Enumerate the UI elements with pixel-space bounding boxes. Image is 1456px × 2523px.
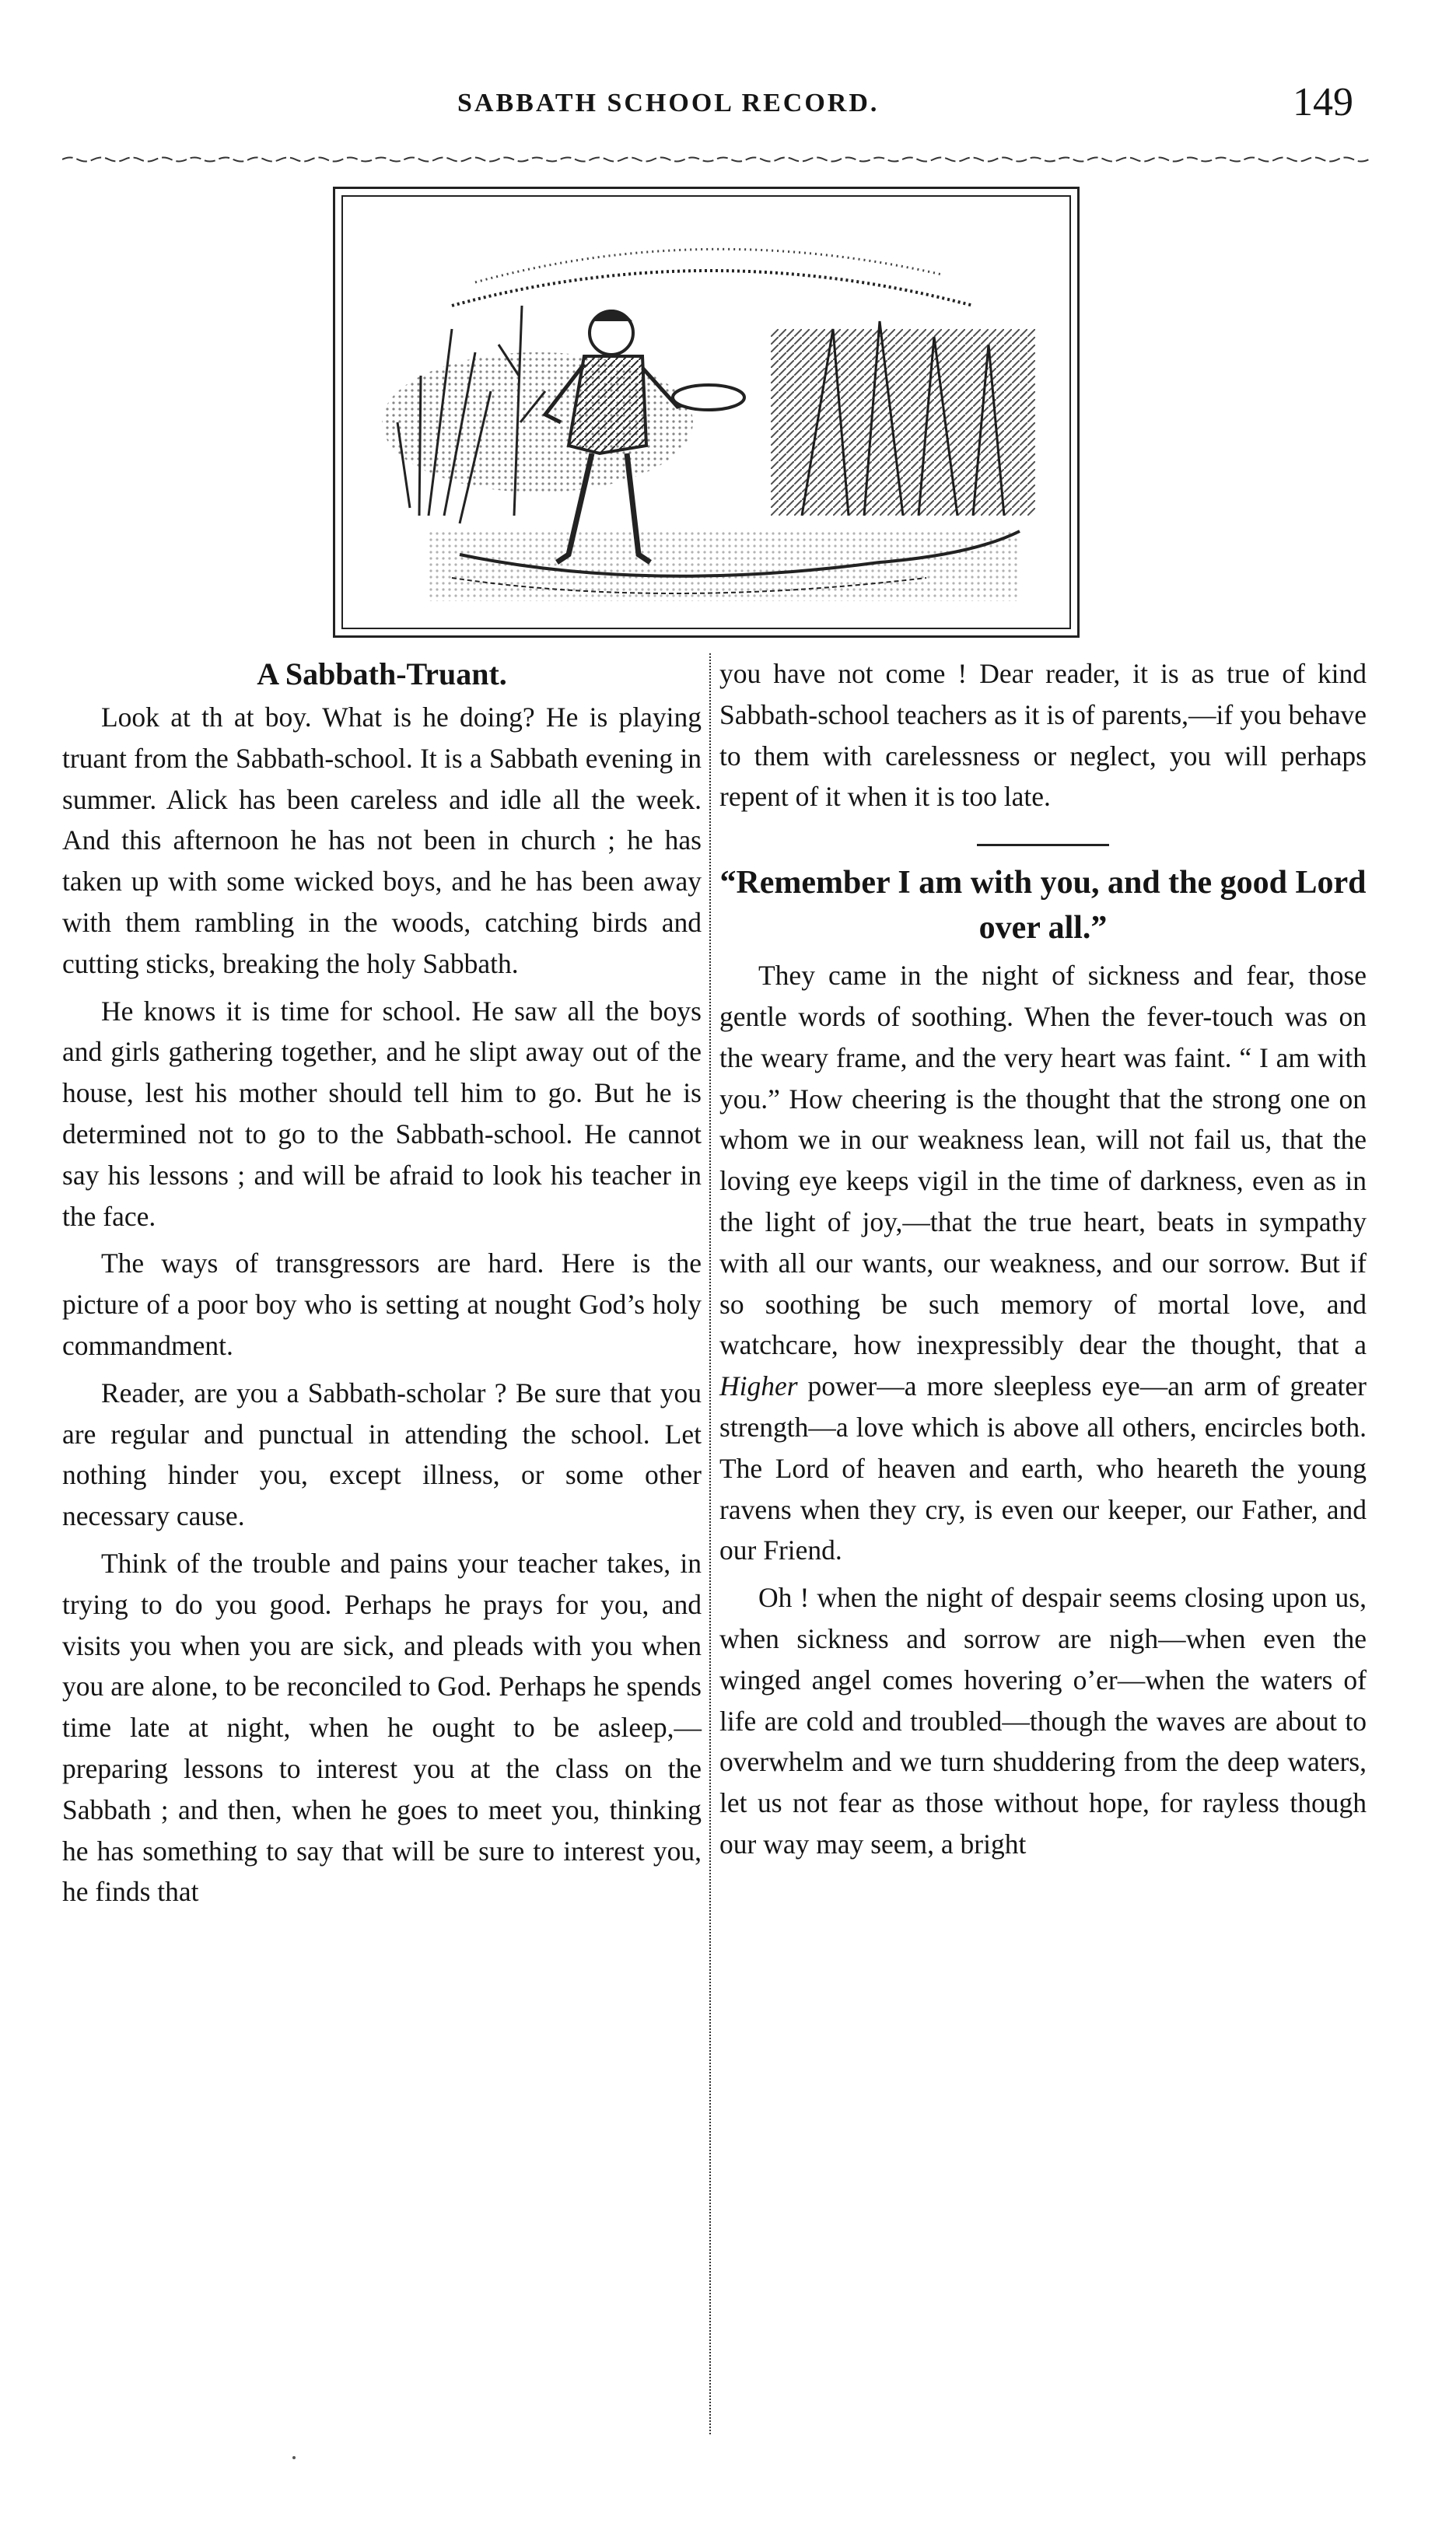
woodcut-illustration: [333, 187, 1080, 638]
article2-p1-part-a: They came in the night of sickness and fear, those gentle words of soothing. When the fever-touch was on the weary frame, and the very heart was faint. “ I am with you.” How cheering is the thought that the strong one on whom we in our weakness lean, will not fail us, that the loving eye keeps vigil in the time of darkness, even as in the light of joy,—that the true heart, beats in sympathy with all our wants, our weakness, and our sorrow. But if so soothing be such memory of mortal love, and watchcare, how inexpressibly dear the thought, that a: [719, 960, 1367, 1361]
article1-continuation: you have not come ! Dear reader, it is as true of kind Sabbath-school teachers as it is of parents,—if you behave to them with carelessness or neglect, you will perhaps repent of it when it is too late.: [719, 658, 1367, 813]
article1-paragraph-3: The ways of transgressors are hard. Here is the picture of a poor boy who is setting at nought God’s holy commandment.: [62, 1248, 702, 1361]
print-speck: [292, 2456, 296, 2459]
column-divider: [709, 653, 711, 2434]
article1-paragraph-2: He knows it is time for school. He saw all the boys and girls gathering together, and he slipt away out of the house, lest his mother should tell him to go. But he is determined not to go to the Sabbath-school. He cannot say his lessons ; and will be afraid to look his teacher in the face.: [62, 995, 702, 1232]
article2-p1-part-b: power—a more sleepless eye—an arm of greater strength—a love which is above all others, encircles both. The Lord of heaven and earth, who heareth the young ravens when they cry, is even our keeper, our Father, and our Friend.: [719, 1370, 1367, 1566]
left-column: [62, 653, 702, 1919]
article-title-sabbath-truant: A Sabbath-Truant.: [257, 656, 507, 691]
running-title: SABBATH SCHOOL RECORD.: [457, 89, 880, 117]
article1-paragraph-5: Think of the trouble and pains your teacher takes, in trying to do you good. Perhaps he prays for you, and visits you when you are sick, and pleads with you when you are alone, to be reconciled to God. Perhaps he spends time late at night, when he ought to be asleep,—preparing lessons to interest you at the class on the Sabbath ; and then, when he goes to meet you, thinking he has something to say that will be sure to interest you, he finds that: [62, 1547, 702, 1908]
ornamental-rule: [62, 154, 1369, 165]
boy-fishing-woodcut-illustration: [335, 189, 1082, 640]
page-header: [62, 80, 1369, 138]
article2-paragraph-1: [719, 955, 1367, 1571]
article1-paragraph-1: Look at th at boy. What is he doing? He is playing truant from the Sabbath-school. It is a Sabbath evening in summer. Alick has been careless and idle all the week. And this afternoon he has not been in church ; he has taken up with some wicked boys, and he has been away with them rambling in the woods, catching birds and cutting sticks, breaking the holy Sabbath.: [62, 702, 702, 979]
article1-paragraph-4: Reader, are you a Sabbath-scholar ? Be sure that you are regular and punctual in attending the school. Let nothing hinder you, except illness, or some other necessary cause.: [62, 1377, 702, 1532]
article-title-remember: “Remember I am with you, and the good Lord over all.”: [719, 865, 1367, 947]
article2-paragraph-2: Oh ! when the night of despair seems closing upon us, when sickness and sorrow are nigh—when even the winged angel comes hovering o’er—when the waters of life are cold and troubled—though the waves are about to overwhelm and we turn shuddering from the deep waters, let us not fear as those without hope, for rayless though our way may seem, a bright: [719, 1582, 1367, 1860]
right-column: [719, 653, 1367, 1871]
article2-p1-emphasis: Higher: [719, 1370, 798, 1402]
section-separator: [977, 844, 1109, 846]
page-number: 149: [1293, 80, 1353, 124]
